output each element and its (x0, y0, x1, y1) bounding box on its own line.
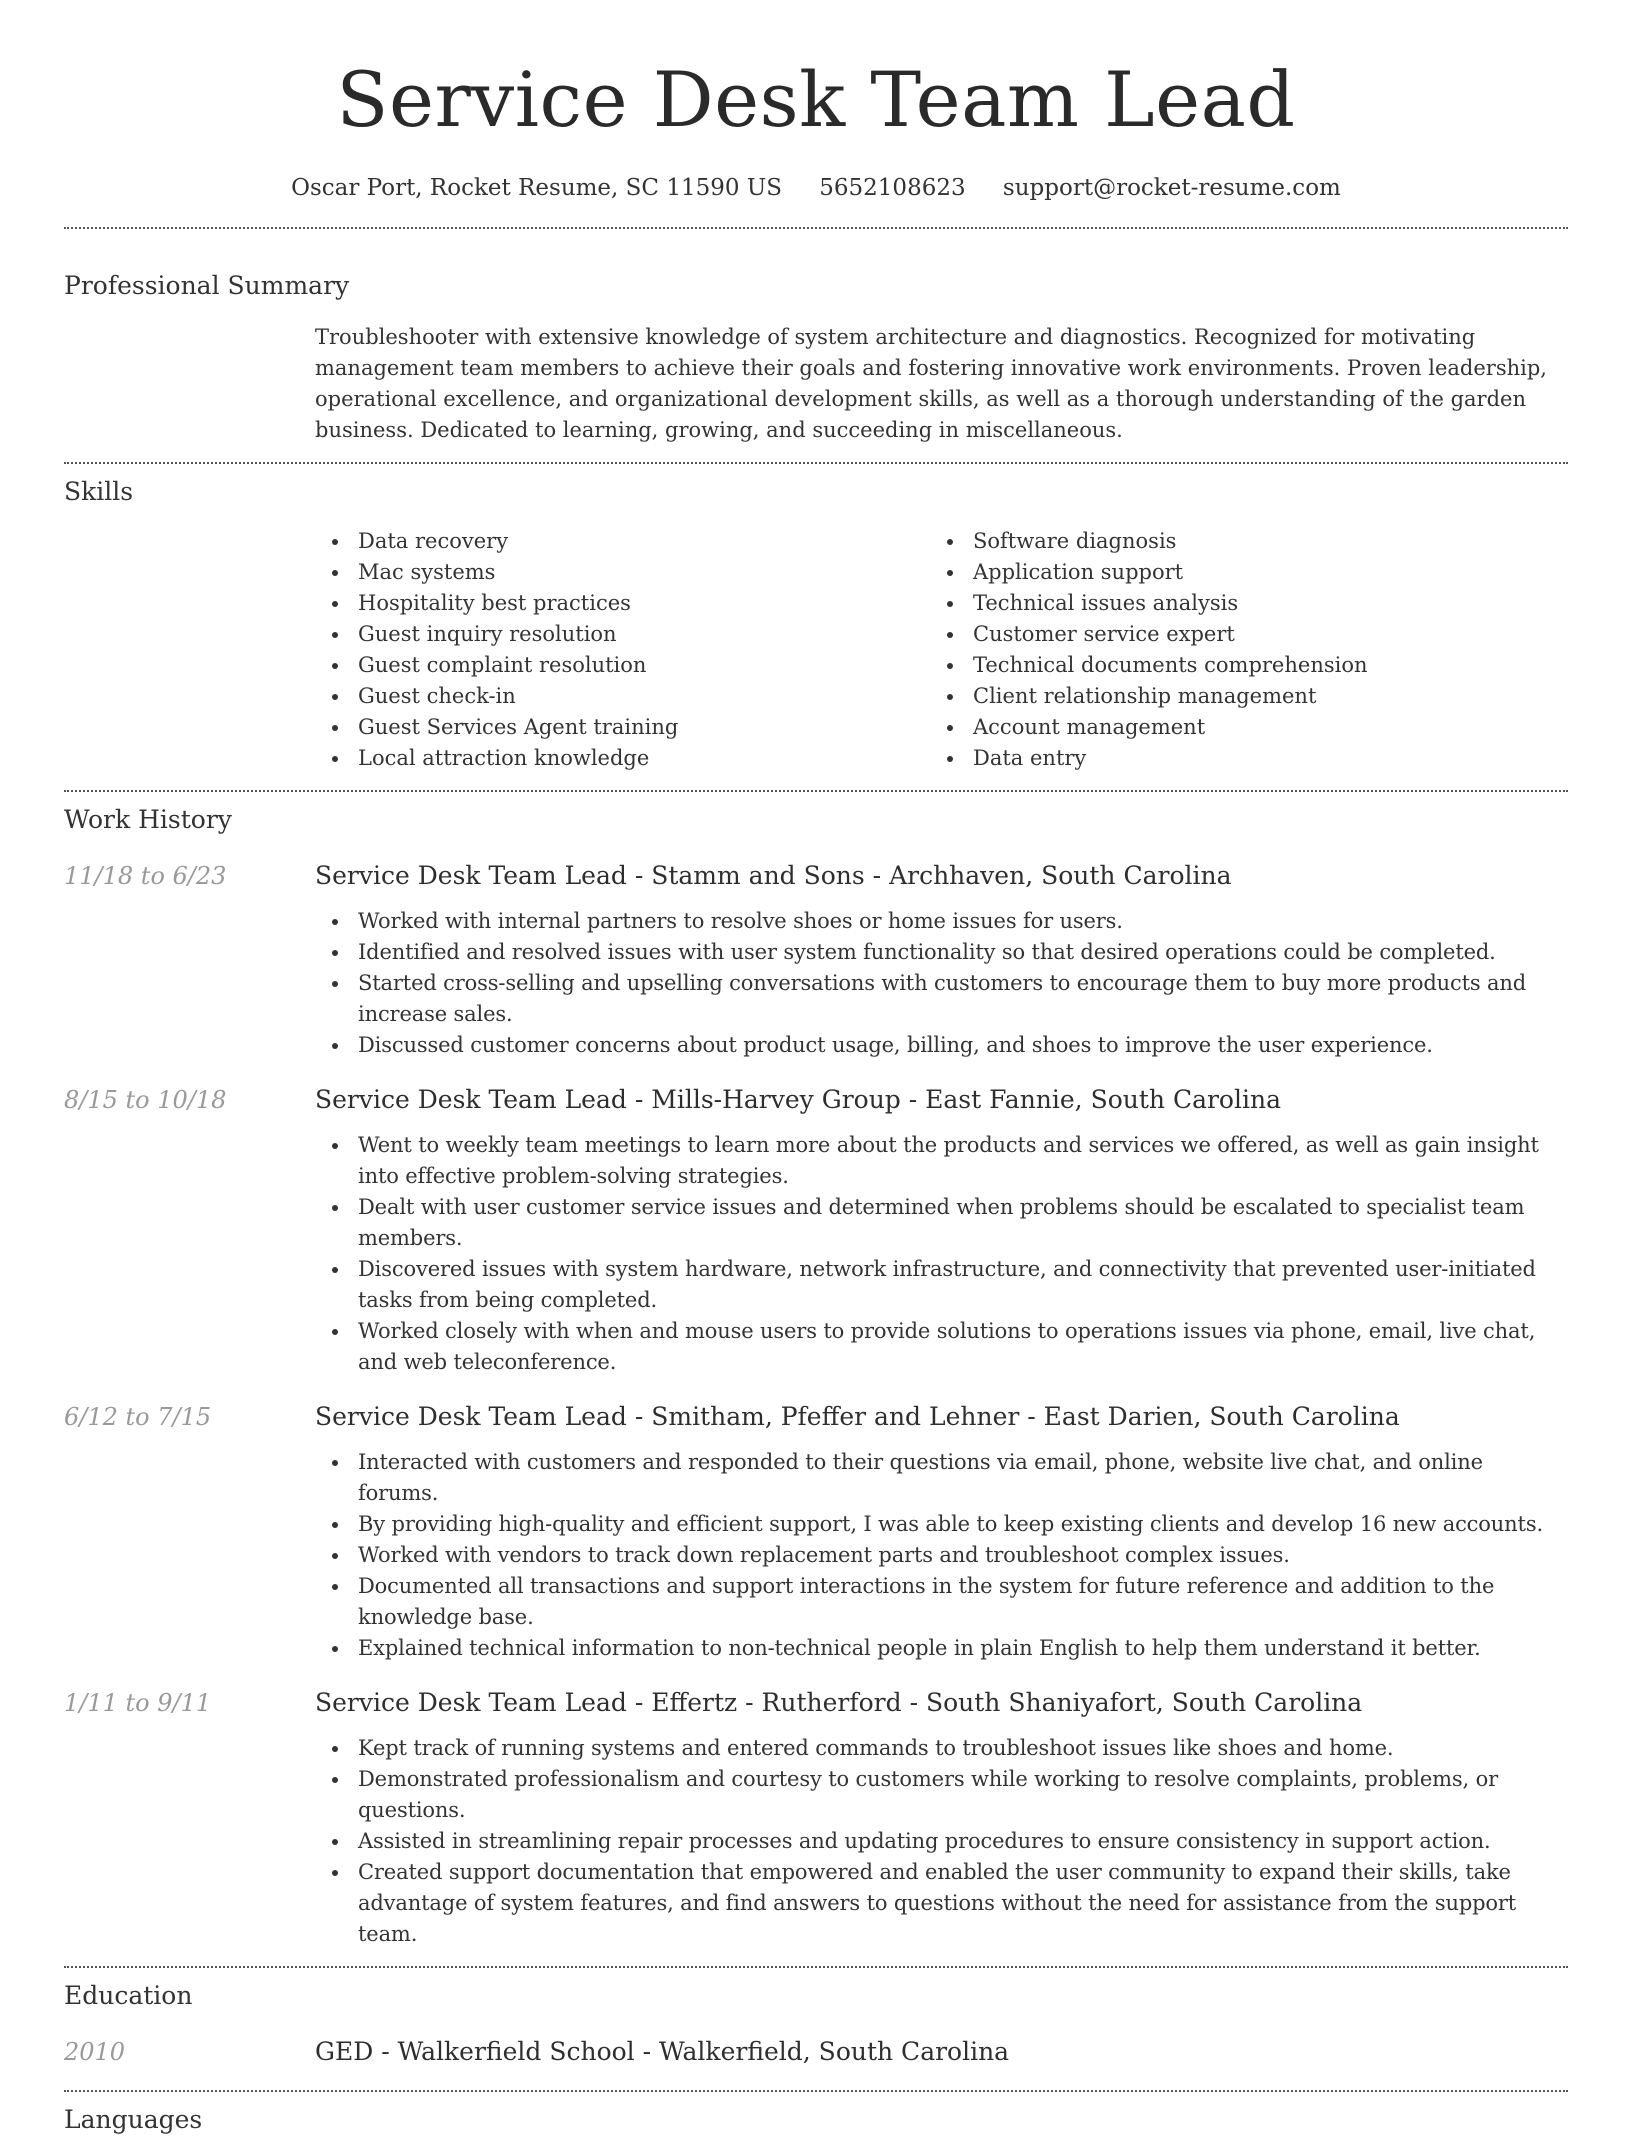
job-duty: Kept track of running systems and entered commands to troubleshoot issues like shoes and home. (315, 1733, 1568, 1764)
skill-item: Customer service expert (930, 619, 1545, 650)
skill-item: Technical documents comprehension (930, 650, 1545, 681)
job-duty: Explained technical information to non-technical people in plain English to help them understand it better. (315, 1633, 1568, 1664)
job-duties (315, 906, 1568, 1061)
job-duty: Started cross-selling and upselling conversations with customers to encourage them to buy more products and increase sales. (315, 968, 1568, 1030)
resume-page (64, 0, 1568, 2138)
job-duty: Discussed customer concerns about product usage, billing, and shoes to improve the user experience. (315, 1030, 1568, 1061)
languages-heading: Languages (64, 2105, 203, 2134)
summary-heading: Professional Summary (64, 271, 350, 300)
skill-item: Data recovery (315, 526, 930, 557)
job-dates: 6/12 to 7/15 (64, 1403, 212, 1431)
skills-column-right (930, 526, 1545, 774)
skill-item: Hospitality best practices (315, 588, 930, 619)
skills-heading: Skills (64, 477, 134, 506)
skills-column-left (315, 526, 930, 774)
education-degree: GED - Walkerfield School - Walkerfield, South Carolina (315, 2037, 1010, 2066)
job-dates: 1/11 to 9/11 (64, 1689, 212, 1717)
contact-email: support@rocket-resume.com (1002, 175, 1341, 201)
job-title: Service Desk Team Lead - Stamm and Sons - Archhaven, South Carolina (315, 861, 1232, 890)
divider (64, 790, 1568, 792)
skill-item: Guest complaint resolution (315, 650, 930, 681)
job-duties (315, 1130, 1568, 1378)
skill-item: Data entry (930, 743, 1545, 774)
skill-item: Technical issues analysis (930, 588, 1545, 619)
job-duty: Worked with vendors to track down replacement parts and troubleshoot complex issues. (315, 1540, 1568, 1571)
education-heading: Education (64, 1981, 193, 2010)
divider (64, 227, 1568, 229)
skill-item: Guest inquiry resolution (315, 619, 930, 650)
skill-item: Local attraction knowledge (315, 743, 930, 774)
job-duty: Worked closely with when and mouse users to provide solutions to operations issues via phone, email, live chat, and web teleconference. (315, 1316, 1568, 1378)
job-title: Service Desk Team Lead - Effertz - Rutherford - South Shaniyafort, South Carolina (315, 1688, 1363, 1717)
job-duty: Went to weekly team meetings to learn more about the products and services we offered, as well as gain insight into effective problem-solving strategies. (315, 1130, 1568, 1192)
skill-item: Software diagnosis (930, 526, 1545, 557)
skill-item: Guest check-in (315, 681, 930, 712)
skill-item: Mac systems (315, 557, 930, 588)
skill-item: Account management (930, 712, 1545, 743)
candidate-name: Service Desk Team Lead (336, 55, 1296, 144)
job-details (315, 1399, 1568, 1664)
job-duty: Discovered issues with system hardware, network infrastructure, and connectivity that prevented user-initiated tasks from being completed. (315, 1254, 1568, 1316)
job-duties (315, 1733, 1568, 1950)
skill-item: Application support (930, 557, 1545, 588)
skill-item: Guest Services Agent training (315, 712, 930, 743)
divider (64, 2090, 1568, 2092)
job-dates: 11/18 to 6/23 (64, 862, 227, 890)
job-duty: Created support documentation that empowered and enabled the user community to expand their skills, take advantage of system features, and find answers to questions without the need for assistance from the support team. (315, 1857, 1568, 1950)
job-duty: Interacted with customers and responded to their questions via email, phone, website live chat, and online forums. (315, 1447, 1568, 1509)
summary-text: Troubleshooter with extensive knowledge of system architecture and diagnostics. Recognized for motivating management team members to achieve their goals and fostering innovative work environments. Proven leadership, operational excellence, and organizational development skills, as well as a thorough understanding of the garden business. Dedicated to learning, growing, and succeeding in miscellaneous. (315, 325, 1547, 442)
job-duty: Worked with internal partners to resolve shoes or home issues for users. (315, 906, 1568, 937)
job-duty: Identified and resolved issues with user system functionality so that desired operations could be completed. (315, 937, 1568, 968)
job-duty: Dealt with user customer service issues and determined when problems should be escalated to specialist team members. (315, 1192, 1568, 1254)
job-details (315, 1685, 1568, 1950)
job-duty: By providing high-quality and efficient support, I was able to keep existing clients and develop 16 new accounts. (315, 1509, 1568, 1540)
job-details (315, 858, 1568, 1061)
contact-line (64, 168, 1568, 208)
job-title: Service Desk Team Lead - Smitham, Pfeffer and Lehner - East Darien, South Carolina (315, 1402, 1400, 1431)
job-duties (315, 1447, 1568, 1664)
skill-item: Client relationship management (930, 681, 1545, 712)
divider (64, 1966, 1568, 1968)
contact-phone: 5652108623 (819, 175, 966, 201)
job-duty: Documented all transactions and support interactions in the system for future reference and addition to the knowledge base. (315, 1571, 1568, 1633)
job-entry (64, 1685, 1568, 1950)
education-entry (64, 2034, 1568, 2070)
education-date: 2010 (64, 2038, 126, 2066)
contact-address: Oscar Port, Rocket Resume, SC 11590 US (291, 175, 782, 201)
job-entry (64, 1082, 1568, 1378)
job-entry (64, 1399, 1568, 1664)
job-dates: 8/15 to 10/18 (64, 1086, 227, 1114)
job-duty: Demonstrated professionalism and courtesy to customers while working to resolve complaints, problems, or questions. (315, 1764, 1568, 1826)
education-details (315, 2034, 1568, 2070)
job-duty: Assisted in streamlining repair processes and updating procedures to ensure consistency in support action. (315, 1826, 1568, 1857)
job-details (315, 1082, 1568, 1378)
work-history-heading: Work History (64, 805, 232, 834)
divider (64, 462, 1568, 464)
job-title: Service Desk Team Lead - Mills-Harvey Group - East Fannie, South Carolina (315, 1085, 1281, 1114)
job-entry (64, 858, 1568, 1061)
skills-list (315, 526, 1568, 774)
